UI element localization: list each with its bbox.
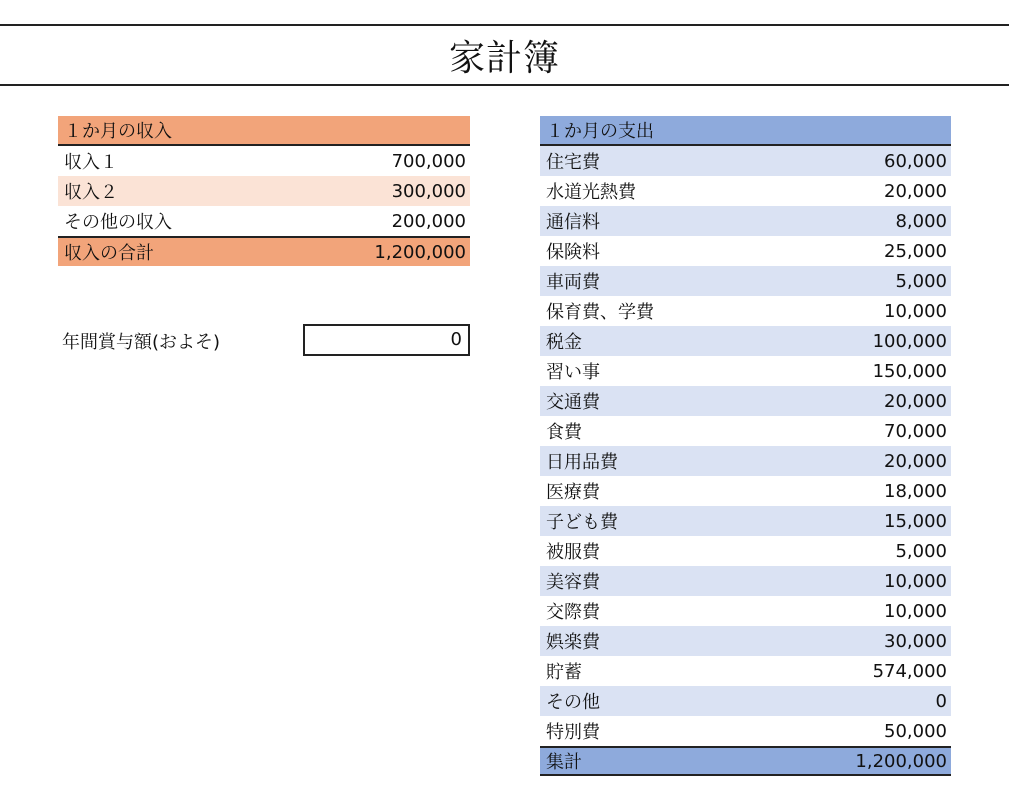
expense-table — [540, 116, 951, 776]
income-total-label: 収入の合計 — [64, 243, 154, 264]
income-label: 収入１ — [64, 152, 118, 173]
income-row — [58, 146, 470, 176]
bonus-label: 年間賞与額(およそ) — [62, 332, 221, 353]
expense-header: １か月の支出 — [546, 121, 654, 142]
income-header-row — [58, 116, 470, 146]
bonus-input[interactable]: 0 — [303, 324, 470, 356]
expense-row — [540, 386, 951, 416]
expense-value[interactable]: 20,000 — [884, 180, 947, 202]
income-total-row — [58, 236, 470, 266]
expense-row — [540, 656, 951, 686]
expense-value[interactable]: 0 — [935, 690, 947, 712]
expense-header-row — [540, 116, 951, 146]
expense-label: 食費 — [546, 422, 582, 443]
expense-value[interactable]: 50,000 — [884, 720, 947, 742]
expense-label: その他 — [546, 692, 600, 713]
expense-row — [540, 686, 951, 716]
income-row — [58, 176, 470, 206]
expense-row — [540, 296, 951, 326]
expense-row — [540, 206, 951, 236]
expense-value[interactable]: 15,000 — [884, 510, 947, 532]
expense-value[interactable]: 20,000 — [884, 390, 947, 412]
expense-row — [540, 566, 951, 596]
expense-value[interactable]: 150,000 — [872, 360, 947, 382]
title-bar — [0, 24, 1009, 86]
expense-label: 被服費 — [546, 542, 600, 563]
income-table — [58, 116, 470, 266]
expense-value[interactable]: 60,000 — [884, 150, 947, 172]
expense-label: 水道光熱費 — [546, 182, 636, 203]
expense-total-label: 集計 — [546, 752, 582, 773]
expense-label: 日用品費 — [546, 452, 618, 473]
expense-row — [540, 356, 951, 386]
expense-row — [540, 716, 951, 746]
expense-value[interactable]: 10,000 — [884, 300, 947, 322]
income-total-value: 1,200,000 — [374, 241, 466, 263]
expense-label: 住宅費 — [546, 152, 600, 173]
expense-label: 税金 — [546, 332, 582, 353]
expense-label: 保険料 — [546, 242, 600, 263]
expense-label: 交際費 — [546, 602, 600, 623]
income-row — [58, 206, 470, 236]
expense-label: 貯蓄 — [546, 662, 582, 683]
expense-row — [540, 476, 951, 506]
expense-row — [540, 446, 951, 476]
expense-label: 医療費 — [546, 482, 600, 503]
expense-value[interactable]: 10,000 — [884, 600, 947, 622]
expense-total-row — [540, 746, 951, 776]
expense-label: 車両費 — [546, 272, 600, 293]
expense-row — [540, 326, 951, 356]
expense-label: 保育費、学費 — [546, 302, 654, 323]
income-value[interactable]: 300,000 — [391, 180, 466, 202]
expense-value[interactable]: 8,000 — [895, 210, 947, 232]
income-header: １か月の収入 — [64, 121, 172, 142]
expense-row — [540, 236, 951, 266]
expense-label: 通信料 — [546, 212, 600, 233]
expense-row — [540, 146, 951, 176]
expense-value[interactable]: 5,000 — [895, 540, 947, 562]
expense-value[interactable]: 20,000 — [884, 450, 947, 472]
expense-label: 特別費 — [546, 722, 600, 743]
expense-label: 習い事 — [546, 362, 600, 383]
expense-row — [540, 626, 951, 656]
income-value[interactable]: 700,000 — [391, 150, 466, 172]
expense-row — [540, 596, 951, 626]
income-value[interactable]: 200,000 — [391, 210, 466, 232]
expense-value[interactable]: 5,000 — [895, 270, 947, 292]
expense-value[interactable]: 574,000 — [872, 660, 947, 682]
expense-label: 美容費 — [546, 572, 600, 593]
expense-row — [540, 536, 951, 566]
expense-label: 娯楽費 — [546, 632, 600, 653]
expense-row — [540, 176, 951, 206]
expense-row — [540, 506, 951, 536]
expense-value[interactable]: 100,000 — [872, 330, 947, 352]
expense-row — [540, 266, 951, 296]
expense-label: 交通費 — [546, 392, 600, 413]
expense-label: 子ども費 — [546, 512, 618, 533]
expense-value[interactable]: 10,000 — [884, 570, 947, 592]
expense-value[interactable]: 30,000 — [884, 630, 947, 652]
expense-total-value: 1,200,000 — [855, 750, 947, 772]
page-title: 家計簿 — [448, 37, 560, 79]
income-label: その他の収入 — [64, 212, 172, 233]
expense-row — [540, 416, 951, 446]
income-label: 収入２ — [64, 182, 118, 203]
expense-value[interactable]: 18,000 — [884, 480, 947, 502]
expense-value[interactable]: 25,000 — [884, 240, 947, 262]
expense-value[interactable]: 70,000 — [884, 420, 947, 442]
